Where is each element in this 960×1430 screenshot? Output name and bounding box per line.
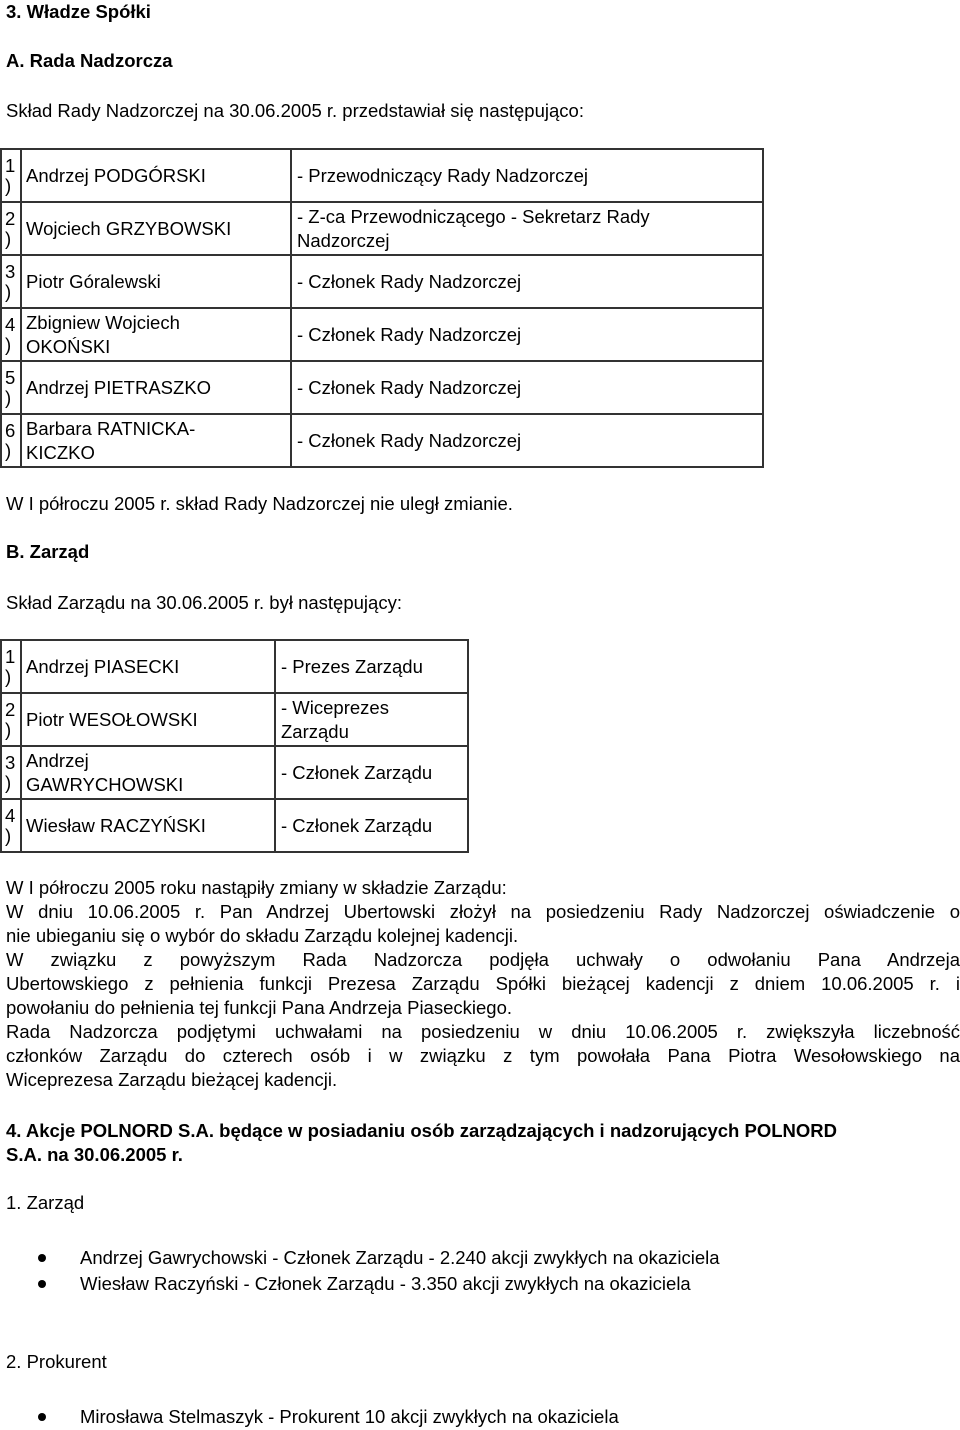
row-number [1,640,21,693]
row-number-paren: ) [5,718,12,740]
member-role-line: - Członek Rady Nadzorczej [297,429,522,451]
paragraph-line: W związku z powyższym Rada Nadzorcza podjęła uchwały o odwołaniu Pana Andrzeja [6,949,960,970]
member-name-line: KICZKO [26,441,95,463]
member-role-line: Nadzorczej [297,229,390,251]
member-name [21,414,291,467]
table-row [1,255,763,308]
proxy-shares-list [80,1404,619,1430]
paragraph-line: Wiceprezesa Zarządu bieżącej kadencji. [6,1069,338,1090]
member-name-line: OKOŃSKI [26,335,111,357]
member-name [21,202,291,255]
member-role [275,640,468,693]
member-name-line: Barbara RATNICKA- [26,417,196,439]
paragraph-line: W dniu 10.06.2005 r. Pan Andrzej Ubertowski złożył na posiedzeniu Rady Nadzorczej oświadczenie o [6,901,960,922]
member-role-line: - Członek Rady Nadzorczej [297,323,522,345]
paragraph-line: członków Zarządu do czterech osób i w związku z tym powołała Pana Piotra Wesołowskiego na [6,1045,960,1066]
subsection-management-heading: 1. Zarząd [6,1192,85,1213]
table-row [1,799,468,852]
member-name [21,361,291,414]
member-role-line: - Prezes Zarządu [281,655,423,677]
member-name-line: Zbigniew Wojciech [26,311,180,333]
member-name [21,799,275,852]
section-3a-heading: A. Rada Nadzorcza [6,50,173,71]
member-name [21,149,291,202]
paragraph-line: Rada Nadzorcza podjętymi uchwałami na posiedzeniu w dniu 10.06.2005 r. zwiększyła liczebność [6,1021,960,1042]
row-number [1,149,21,202]
member-role [291,149,763,202]
row-number-paren: ) [5,174,12,196]
row-number-digit: 2 [5,698,16,720]
section-4-heading-line2: S.A. na 30.06.2005 r. [6,1144,183,1165]
section-3-heading: 3. Władze Spółki [6,1,151,22]
row-number-digit: 6 [5,419,16,441]
member-role [291,202,763,255]
row-number-digit: 4 [5,313,16,335]
member-name [21,308,291,361]
row-number [1,255,21,308]
member-role-line: - Z-ca Przewodniczącego - Sekretarz Rady [297,205,650,227]
list-item-text: Wiesław Raczyński - Członek Zarządu - 3.350 akcji zwykłych na okaziciela [80,1273,691,1294]
row-number-paren: ) [5,665,12,687]
row-number-paren: ) [5,333,12,355]
member-role [291,361,763,414]
management-changes-text [6,876,960,1092]
row-number-paren: ) [5,386,12,408]
row-number [1,693,21,746]
paragraph-line: Ubertowskiego z pełnienia funkcji Prezesa Zarządu Spółki bieżącej kadencji z dniem 10.06.2005 r. i [6,973,960,994]
management-board-table [0,639,469,853]
table-row [1,746,468,799]
supervisory-board-intro: Skład Rady Nadzorczej na 30.06.2005 r. przedstawiał się następująco: [6,100,584,121]
member-role [275,799,468,852]
row-number-digit: 3 [5,751,16,773]
table-row [1,693,468,746]
row-number-digit: 4 [5,804,16,826]
row-number [1,361,21,414]
member-role [291,308,763,361]
table-row [1,308,763,361]
row-number [1,202,21,255]
supervisory-board-note: W I półroczu 2005 r. skład Rady Nadzorczej nie uległ zmianie. [6,493,513,514]
member-role [275,693,468,746]
section-4-heading-line1: 4. Akcje POLNORD S.A. będące w posiadaniu osób zarządzających i nadzorujących POLNORD [6,1120,838,1141]
member-name-line: Andrzej PIETRASZKO [26,376,212,398]
row-number [1,308,21,361]
member-role-line: - Członek Rady Nadzorczej [297,270,522,292]
member-name [21,255,291,308]
member-name-line: Piotr Góralewski [26,270,161,292]
member-role [275,746,468,799]
row-number-paren: ) [5,280,12,302]
member-name-line: Wiesław RACZYŃSKI [26,814,206,836]
member-role-line: - Członek Zarządu [281,761,433,783]
member-name-line: Andrzej PIASECKI [26,655,180,677]
row-number-digit: 3 [5,260,16,282]
paragraph-line: W I półroczu 2005 roku nastąpiły zmiany w składzie Zarządu: [6,877,507,898]
member-role-line: - Członek Rady Nadzorczej [297,376,522,398]
member-role [291,414,763,467]
table-row [1,361,763,414]
row-number-digit: 1 [5,645,16,667]
row-number-digit: 1 [5,154,16,176]
row-number-paren: ) [5,439,12,461]
row-number-paren: ) [5,771,12,793]
paragraph-line: powołaniu do pełnienia tej funkcji Pana Andrzeja Piaseckiego. [6,997,513,1018]
member-name-line: Wojciech GRZYBOWSKI [26,217,232,239]
list-item [80,1404,619,1430]
member-name [21,746,275,799]
member-role [291,255,763,308]
row-number-paren: ) [5,227,12,249]
management-shares-list [80,1245,720,1297]
bullet-icon [38,1280,46,1288]
paragraph-line: nie ubieganiu się o wybór do składu Zarządu kolejnej kadencji. [6,925,519,946]
member-role-line: Zarządu [281,720,349,742]
bullet-icon [38,1254,46,1262]
row-number-digit: 2 [5,207,16,229]
member-name-line: Andrzej PODGÓRSKI [26,164,206,186]
section-3b-heading: B. Zarząd [6,541,90,562]
row-number-digit: 5 [5,366,16,388]
row-number-paren: ) [5,824,12,846]
list-item-text: Mirosława Stelmaszyk - Prokurent 10 akcji zwykłych na okaziciela [80,1406,619,1427]
table-row [1,202,763,255]
row-number [1,746,21,799]
member-role-line: - Członek Zarządu [281,814,433,836]
list-item [80,1271,720,1297]
table-row [1,414,763,467]
subsection-proxy-heading: 2. Prokurent [6,1351,107,1372]
list-item-text: Andrzej Gawrychowski - Członek Zarządu - 2.240 akcji zwykłych na okaziciela [80,1247,720,1268]
row-number [1,414,21,467]
table-row [1,149,763,202]
list-item [80,1245,720,1271]
member-name [21,640,275,693]
member-name-line: GAWRYCHOWSKI [26,773,184,795]
supervisory-board-table [0,148,764,468]
member-name [21,693,275,746]
table-row [1,640,468,693]
management-board-intro: Skład Zarządu na 30.06.2005 r. był następujący: [6,592,402,613]
bullet-icon [38,1413,46,1421]
member-role-line: - Wiceprezes [281,696,389,718]
member-name-line: Andrzej [26,749,89,771]
row-number [1,799,21,852]
member-role-line: - Przewodniczący Rady Nadzorczej [297,164,588,186]
member-name-line: Piotr WESOŁOWSKI [26,708,198,730]
